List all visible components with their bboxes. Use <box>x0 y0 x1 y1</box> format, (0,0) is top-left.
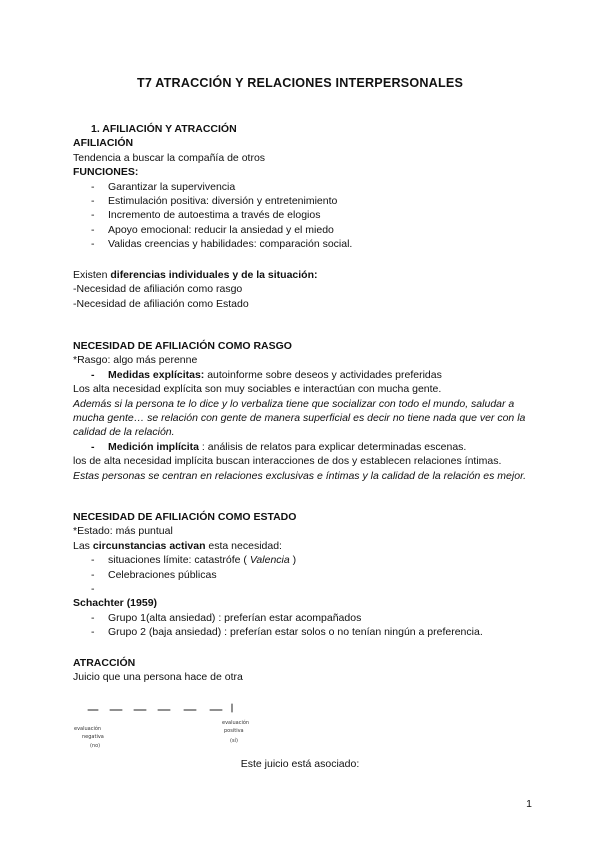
sketch-right-2: positiva <box>224 728 244 734</box>
list-item: - Validas creencias y habilidades: comparación social. <box>73 237 533 251</box>
situ-pre: situaciones límite: catastrófe ( <box>108 554 250 567</box>
italic-note-1: Además si la persona te lo dice y lo verbaliza tiene que socializar con todo el mundo, saludar a mucha gente… se relación con gente de manera superficial es decir no tiene nada que ver con la calidad de la relación. <box>73 397 526 439</box>
list-item: - Incremento de autoestima a través de elogios <box>73 208 533 222</box>
section-atraccion <box>73 656 533 685</box>
list-item <box>73 568 533 582</box>
explicitas-label: Medidas explícitas: <box>108 368 205 381</box>
document-title: T7 ATRACCIÓN Y RELACIONES INTERPERSONALES <box>136 76 464 90</box>
afiliacion-definition: Tendencia a buscar la compañía de otros <box>73 151 266 164</box>
diferencias-block <box>73 268 533 311</box>
list-item: - Estimulación positiva: diversión y entretenimiento <box>73 194 533 208</box>
estado-line: -Necesidad de afiliación como Estado <box>73 297 249 310</box>
list-item <box>73 553 533 567</box>
sketch-left-3: (no) <box>90 743 101 749</box>
section-heading: ATRACCIÓN <box>73 657 136 669</box>
circunstancias-line <box>73 539 533 553</box>
list-item-empty <box>73 582 533 596</box>
page-number: 1 <box>526 798 532 810</box>
circ-post: esta necesidad: <box>205 539 282 552</box>
italic-note-2: Estas personas se centran en relaciones exclusivas e íntimas y la calidad de la relación es mejor. <box>73 469 527 482</box>
section-afiliacion-atraccion <box>73 122 533 252</box>
celebraciones-text: Celebraciones públicas <box>108 568 217 581</box>
section-rasgo <box>73 339 533 483</box>
sketch-left-2: negativa <box>82 734 104 740</box>
circ-pre: Las <box>73 539 93 552</box>
list-item: - Garantizar la supervivencia <box>73 180 533 194</box>
existen-line <box>73 268 533 282</box>
explicitas-text: autoinforme sobre deseos y actividades preferidas <box>204 368 442 381</box>
alta-explicita: Los alta necesidad explícita son muy sociables e interactúan con mucha gente. <box>73 383 442 396</box>
afiliacion-label: AFILIACIÓN <box>73 137 134 150</box>
situ-italic: Valencia <box>249 554 290 567</box>
sketch-left-1: evaluación <box>74 726 102 732</box>
funciones-label: FUNCIONES: <box>73 166 139 179</box>
section-heading: NECESIDAD DE AFILIACIÓN COMO RASGO <box>73 340 292 352</box>
section-heading: 1. AFILIACIÓN Y ATRACCIÓN <box>91 123 237 135</box>
alta-implicita: los de alta necesidad implícita buscan interacciones de dos y establecen relaciones íntimas. <box>73 455 502 468</box>
explicitas-item <box>73 368 533 382</box>
asociado-line: Este juicio está asociado: <box>240 758 360 770</box>
rasgo-note: *Rasgo: algo más perenne <box>73 354 198 367</box>
atraccion-definition: Juicio que una persona hace de otra <box>73 671 243 684</box>
sketch-right-1: evaluación <box>222 720 250 726</box>
list-item: - Grupo 2 (baja ansiedad) : preferían estar solos o no tenían ningún a preferencia. <box>73 625 533 639</box>
list-item: - Grupo 1(alta ansiedad) : preferían estar acompañados <box>73 611 533 625</box>
dash: - <box>91 568 95 581</box>
implicita-text: : análisis de relatos para explicar determinadas escenas. <box>199 440 467 453</box>
circ-bold: circunstancias activan <box>92 539 206 552</box>
situ-post: ) <box>289 554 297 567</box>
estado-note: *Estado: más puntual <box>73 525 173 538</box>
dash: - <box>91 440 95 453</box>
funciones-list <box>73 180 533 252</box>
section-estado <box>73 510 533 640</box>
implicita-label: Medición implícita <box>108 440 200 453</box>
dash: - <box>91 368 95 381</box>
schachter-label: Schachter (1959) <box>73 597 158 610</box>
dash: - <box>91 554 95 567</box>
implicita-item <box>73 440 533 454</box>
section-heading: NECESIDAD DE AFILIACIÓN COMO ESTADO <box>73 511 297 523</box>
list-item: - Apoyo emocional: reducir la ansiedad y el miedo <box>73 223 533 237</box>
existen-pre: Existen <box>73 269 111 281</box>
evaluation-scale-sketch <box>70 700 270 752</box>
grupos-list <box>73 611 533 640</box>
dash: - <box>91 583 95 596</box>
sketch-right-3: (sí) <box>230 738 238 744</box>
rasgo-line: -Necesidad de afiliación como rasgo <box>73 283 243 296</box>
existen-bold: diferencias individuales y de la situación: <box>110 269 318 281</box>
